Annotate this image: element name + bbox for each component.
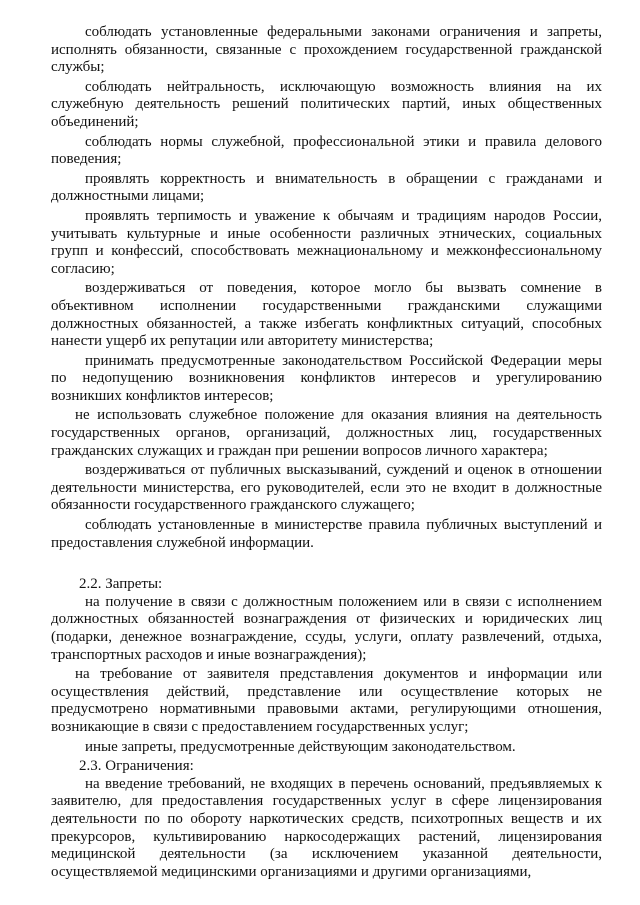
obligation-item: воздерживаться от публичных высказываний, суждений и оценок в отношении деятельности министерства, его руководителей, если это не входит в должностные обязанности государственного гражданского служащего; [51,462,602,514]
restrictions-section [51,758,602,881]
obligation-item: принимать предусмотренные законодательством Российской Федерации меры по недопущению возникновения конфликтов интересов и урегулированию возникших конфликтов интересов; [51,352,602,404]
obligation-item: соблюдать установленные в министерстве правила публичных выступлений и предоставления служебной информации. [51,517,602,551]
obligation-item: проявлять терпимость и уважение к обычаям и традициям народов России, учитывать культурные и иные особенности различных этнических, социальных групп и конфессий, способствовать межнациональному и межконфессиональному согласию; [51,207,602,277]
restriction-item: на введение требований, не входящих в перечень оснований, предъявляемых к заявителю, для предоставления государственных услуг в сфере лицензирования деятельности по по обороту наркотических средств, психотропных веществ и их прекурсоров, культивированию наркосодержащих растений, лицензирования медицинской деятельности (за исключением указанной деятельности, осуществляемой медицинскими организациями и другими организациями, [51,775,602,880]
obligation-item: соблюдать нормы служебной, профессиональной этики и правила делового поведения; [51,133,602,168]
prohibition-item: на получение в связи с должностным положением или в связи с исполнением должностных обязанностей вознаграждения от физических и юридических лиц (подарки, денежное вознаграждение, ссуды, услуги, оплату развлечений, отдыха, транспортных расходов и иные вознаграждения); [51,593,602,663]
section-gap [51,554,602,576]
prohibition-item: на требование от заявителя представления документов и информации или осуществления действий, представление или осуществление которых не предусмотрено нормативными правовыми актами, регулирующими отношения, возникающие в связи с предоставлением государственных услуг; [51,666,602,735]
prohibition-item: иные запреты, предусмотренные действующим законодательством. [85,738,516,755]
obligation-item: соблюдать нейтральность, исключающую возможность влияния на их служебную деятельность решений политических партий, иных общественных объединений; [51,78,602,130]
obligation-item: не использовать служебное положение для оказания влияния на деятельность государственных органов, организаций, должностных лиц, государственных гражданских служащих и граждан при решении вопросов личного характера; [51,407,602,459]
obligation-item: проявлять корректность и внимательность в обращении с гражданами и должностными лицами; [51,170,602,205]
obligations-list [51,24,602,552]
prohibitions-section [51,576,602,756]
section-heading-prohibitions: 2.2. Запреты: [79,576,163,593]
section-heading-restrictions: 2.3. Ограничения: [79,758,194,775]
obligation-item: воздерживаться от поведения, которое могло бы вызвать сомнение в объективном исполнении государственными гражданскими служащими должностных обязанностей, а также избегать конфликтных ситуаций, способных нанести ущерб их репутации или авторитету министерства; [51,280,602,350]
obligation-item: соблюдать установленные федеральными законами ограничения и запреты, исполнять обязанности, связанные с прохождением государственной гражданской службы; [51,24,602,76]
